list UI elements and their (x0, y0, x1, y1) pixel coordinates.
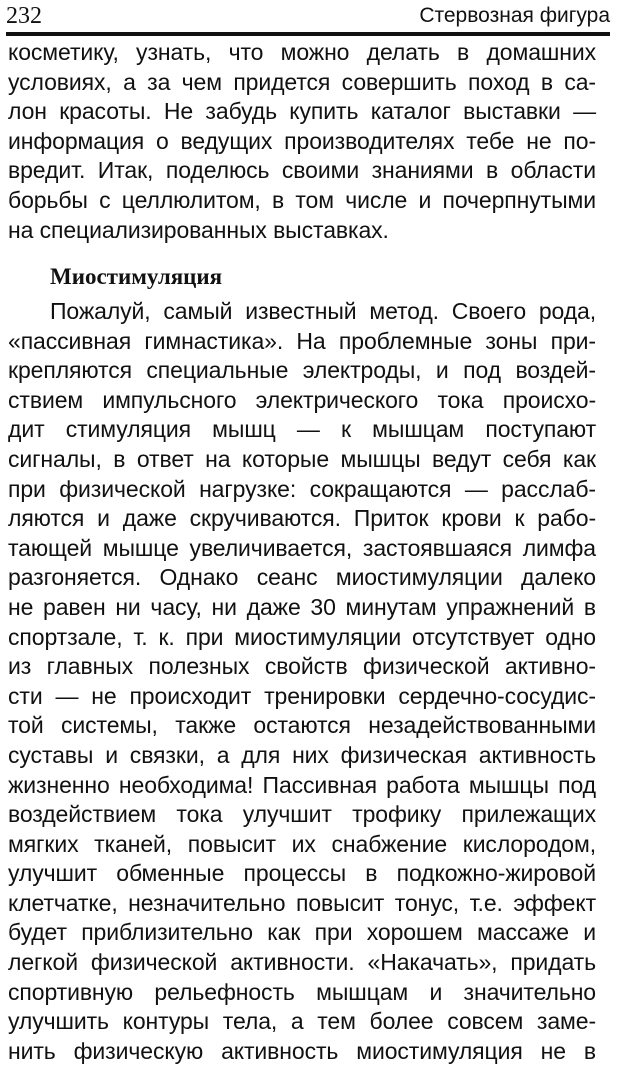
text-line: легкой физической активности. «Накачать», придать (8, 949, 596, 976)
text-line: сти — не происходит тренировки сердечно-сосудис- (8, 682, 596, 709)
text-line: условиях, а за чем придется совершить поход в са- (8, 68, 596, 95)
text-line: жизненно необходима! Пассивная работа мышцы под (8, 771, 596, 798)
text-line: из главных полезных свойств физической активно- (8, 653, 596, 680)
text-line: мягких тканей, повысит их снабжение кислородом, (8, 830, 596, 857)
text-line: спортивную рельефность мышцам и значительно (8, 978, 596, 1005)
text-line: нить физическую активность миостимуляция не в (8, 1037, 596, 1064)
text-line: ствием импульсного электрического тока происхо- (8, 386, 596, 413)
text-line: дит стимуляция мышц — к мышцам поступают (8, 416, 596, 443)
text-line: той системы, также остаются незадействованными (8, 712, 596, 739)
text-line: ляются и даже скручиваются. Приток крови к рабо- (8, 505, 596, 532)
text-line: вредит. Итак, поделюсь своими знаниями в области (8, 157, 596, 184)
running-header (6, 2, 610, 36)
running-title: Стервозная фигура (419, 4, 610, 27)
text-line: лон красоты. Не забудь купить каталог выставки — (8, 98, 596, 125)
text-line: «пассивная гимнастика». На проблемные зоны при- (8, 327, 596, 354)
text-line: сигналы, в ответ на которые мышцы ведут себя как (8, 445, 596, 472)
text-line: разгоняется. Однако сеанс миостимуляции далеко (8, 564, 596, 591)
text-line: на специализированных выставках. (8, 216, 389, 243)
text-line: информация о ведущих производителях тебе не по- (8, 127, 596, 154)
text-line: борьбы с целлюлитом, в том числе и почерпнутыми (8, 186, 596, 213)
text-line: улучшит обменные процессы в подкожно-жировой (8, 860, 596, 887)
text-line: Пожалуй, самый известный метод. Своего рода, (50, 298, 596, 324)
text-line: крепляются специальные электроды, и под воздей- (8, 357, 596, 384)
text-line: тающей мышце увеличивается, застоявшаяся лимфа (8, 534, 596, 561)
text-line: воздействием тока улучшит трофику прилежащих (8, 801, 596, 828)
intro-paragraph (8, 38, 596, 245)
page-number: 232 (6, 3, 42, 29)
main-paragraph (8, 297, 596, 1066)
text-line: улучшить контуры тела, а тем более совсем заме- (8, 1008, 596, 1035)
text-line: при физической нагрузке: сокращаются — расслаб- (8, 475, 596, 502)
text-line: косметику, узнать, что можно делать в домашних (8, 39, 596, 65)
text-line: суставы и связки, а для них физическая активность (8, 741, 596, 768)
text-line: не равен ни часу, ни даже 30 минутам упражнений в (8, 593, 596, 620)
text-line: спортзале, т. к. при миостимуляции отсутствует одно (8, 623, 596, 650)
section-heading: Миостимуляция (50, 264, 223, 289)
text-line: клетчатке, незначительно повысит тонус, т.е. эффект (8, 889, 596, 916)
text-line: будет приблизительно как при хорошем массаже и (8, 919, 596, 946)
